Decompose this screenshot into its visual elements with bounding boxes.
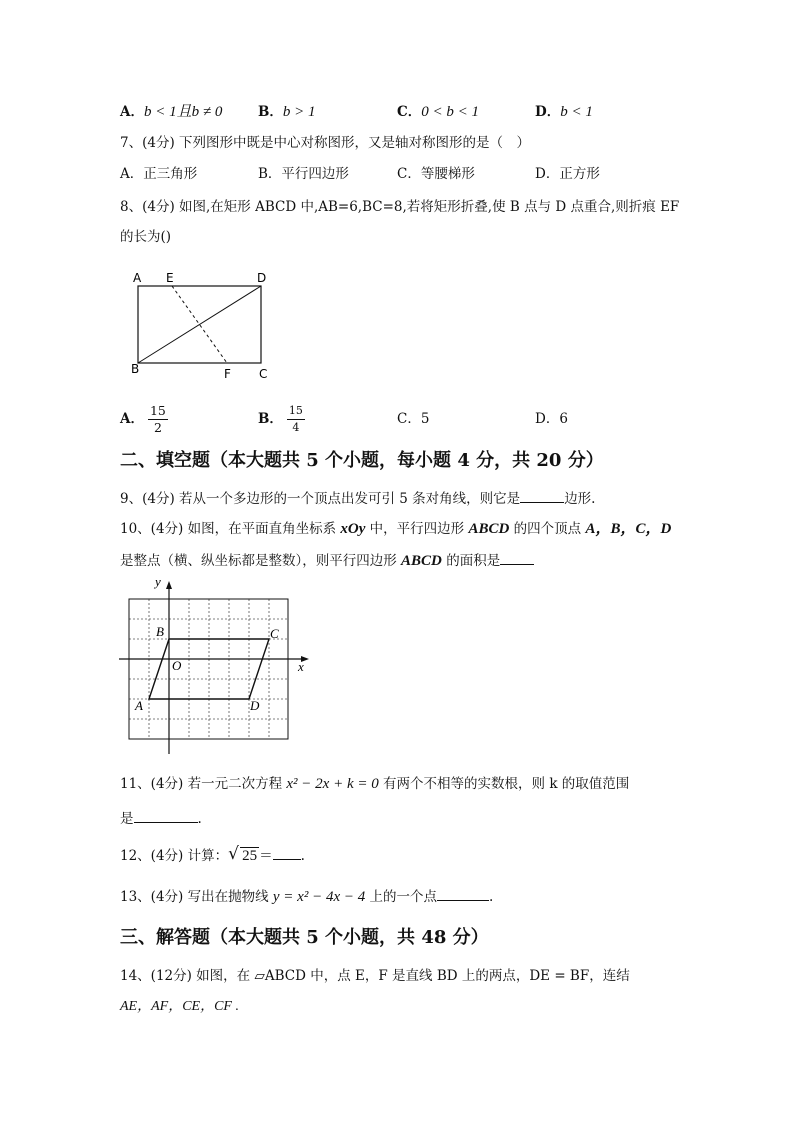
q11-line1 <box>120 774 629 794</box>
q10-grid-figure <box>115 572 315 757</box>
q8-option-b-denominator: 4 <box>292 420 300 434</box>
y-axis-arrow <box>166 581 172 589</box>
q11-equation: x² − 2x + k = 0 <box>286 776 379 792</box>
q13-line <box>120 886 493 907</box>
q11-suffix: 有两个不相等的实数根，则 k 的取值范围 <box>378 776 630 792</box>
q8-option-b-label: B． <box>258 411 283 427</box>
q6-option-d-label: D． <box>535 104 561 120</box>
q6-option-b-text: b > 1 <box>282 104 316 120</box>
q10-coord-system: xOy <box>340 521 366 537</box>
q7-option-d: D．正方形 <box>535 166 600 182</box>
q6-option-c-label: C． <box>397 104 422 120</box>
q6-option-a-text: b < 1且b ≠ 0 <box>143 104 223 120</box>
q10-line1-b: 中，平行四边形 <box>365 521 469 537</box>
q8-stem-line1: 8、(4分) 如图,在矩形 ABCD 中,AB=6,BC=8,若将矩形折叠,使 B 点与 D 点重合,则折痕 EF <box>120 199 680 215</box>
q6-option-b-label: B． <box>258 104 283 120</box>
q10-line1-a: 10、(4分) 如图，在平面直角坐标系 <box>120 521 341 537</box>
label-d: D <box>257 271 267 285</box>
q8-option-a-fraction <box>148 404 168 435</box>
label-x: x <box>298 659 304 674</box>
q8-option-a-numerator: 15 <box>149 402 166 418</box>
label-o: O <box>172 658 182 673</box>
q8-option-a-label: A． <box>120 411 144 427</box>
q9-text <box>120 488 595 509</box>
q7-stem: 7、(4分) 下列图形中既是中心对称图形，又是轴对称图形的是（ ） <box>120 135 531 151</box>
q13-period: . <box>489 889 494 905</box>
q13-equation: y = x² − 4x − 4 <box>272 889 366 905</box>
section2-heading: 二、填空题（本大题共 5 个小题，每小题 4 分，共 20 分） <box>120 450 604 471</box>
q8-option-c: C．5 <box>397 411 430 427</box>
q13-suffix: 上的一个点 <box>365 889 438 905</box>
q11-prefix: 11、(4分) 若一元二次方程 <box>120 776 287 792</box>
q9-answer-blank[interactable] <box>520 488 564 503</box>
q8-option-a <box>120 400 168 438</box>
q10-abcd: ABCD <box>468 521 510 537</box>
q7-option-a: A．正三角形 <box>120 166 198 182</box>
label-y: y <box>155 574 161 589</box>
q11-line2-text: 是 <box>120 811 134 827</box>
q6-option-d <box>535 102 593 122</box>
q12-radicand: 25 <box>242 848 258 864</box>
q6-option-b <box>258 102 316 122</box>
q13-answer-blank[interactable] <box>437 886 489 901</box>
q8-option-a-denominator: 2 <box>153 419 162 435</box>
q12-answer-blank[interactable] <box>273 845 301 860</box>
section3-heading: 三、解答题（本大题共 5 个小题，共 48 分） <box>120 927 489 948</box>
q8-stem-line2: 的长为() <box>120 229 172 245</box>
q6-option-d-text: b < 1 <box>560 104 593 120</box>
q10-abcd-2: ABCD <box>401 553 442 569</box>
label-a: A <box>133 271 142 285</box>
q10-line1 <box>120 519 671 539</box>
q7-option-b: B．平行四边形 <box>258 166 349 182</box>
q10-answer-blank[interactable] <box>500 550 534 565</box>
label-a: A <box>135 698 143 713</box>
q10-line2 <box>120 550 534 571</box>
q12-prefix: 12、(4分) 计算： <box>120 848 229 864</box>
q8-rectangle-figure <box>125 265 275 385</box>
q10-points: A，B，C，D <box>585 521 672 537</box>
q12-line <box>120 845 305 866</box>
label-b: B <box>156 624 164 639</box>
q6-option-a-label: A． <box>120 104 144 120</box>
q8-option-b <box>258 400 305 438</box>
q7-option-c: C．等腰梯形 <box>397 166 475 182</box>
q14-line2: AE，AF，CE，CF . <box>120 999 239 1014</box>
grid-lines <box>129 599 288 739</box>
q6-option-c <box>397 102 479 122</box>
q10-line2-a: 是整点（横、纵坐标都是整数），则平行四边形 <box>120 553 402 569</box>
q14-line1: 14、(12分) 如图，在 ▱ABCD 中，点 E，F 是直线 BD 上的两点，DE = BF，连结 <box>120 968 630 984</box>
q10-line1-c: 的四个顶点 <box>509 521 586 537</box>
q8-option-d: D．6 <box>535 411 568 427</box>
grid-border <box>129 599 288 739</box>
label-c: C <box>259 367 268 381</box>
q12-equals: ＝ <box>259 848 273 864</box>
sqrt-sign-icon: √ <box>228 844 239 864</box>
q11-answer-blank[interactable] <box>134 808 198 823</box>
q10-line2-b: 的面积是 <box>441 553 501 569</box>
q6-option-c-text: 0 < b < 1 <box>421 104 479 120</box>
label-f: F <box>224 367 231 381</box>
label-b: B <box>131 362 140 376</box>
label-e: E <box>166 271 174 285</box>
diagonal-bd <box>138 286 261 363</box>
q9-suffix: 边形. <box>564 491 596 507</box>
q11-period: . <box>197 811 202 827</box>
q8-option-b-fraction <box>287 404 305 435</box>
q8-option-b-numerator: 15 <box>287 404 305 420</box>
label-d: D <box>250 698 260 713</box>
q9-prefix: 9、(4分) 若从一个多边形的一个顶点出发可引 5 条对角线，则它是 <box>120 491 521 507</box>
q13-prefix: 13、(4分) 写出在抛物线 <box>120 889 273 905</box>
q11-line2 <box>120 808 202 829</box>
q12-period: . <box>300 848 305 864</box>
q6-option-a <box>120 102 222 122</box>
label-c: C <box>270 626 279 641</box>
q12-sqrt <box>228 846 259 866</box>
